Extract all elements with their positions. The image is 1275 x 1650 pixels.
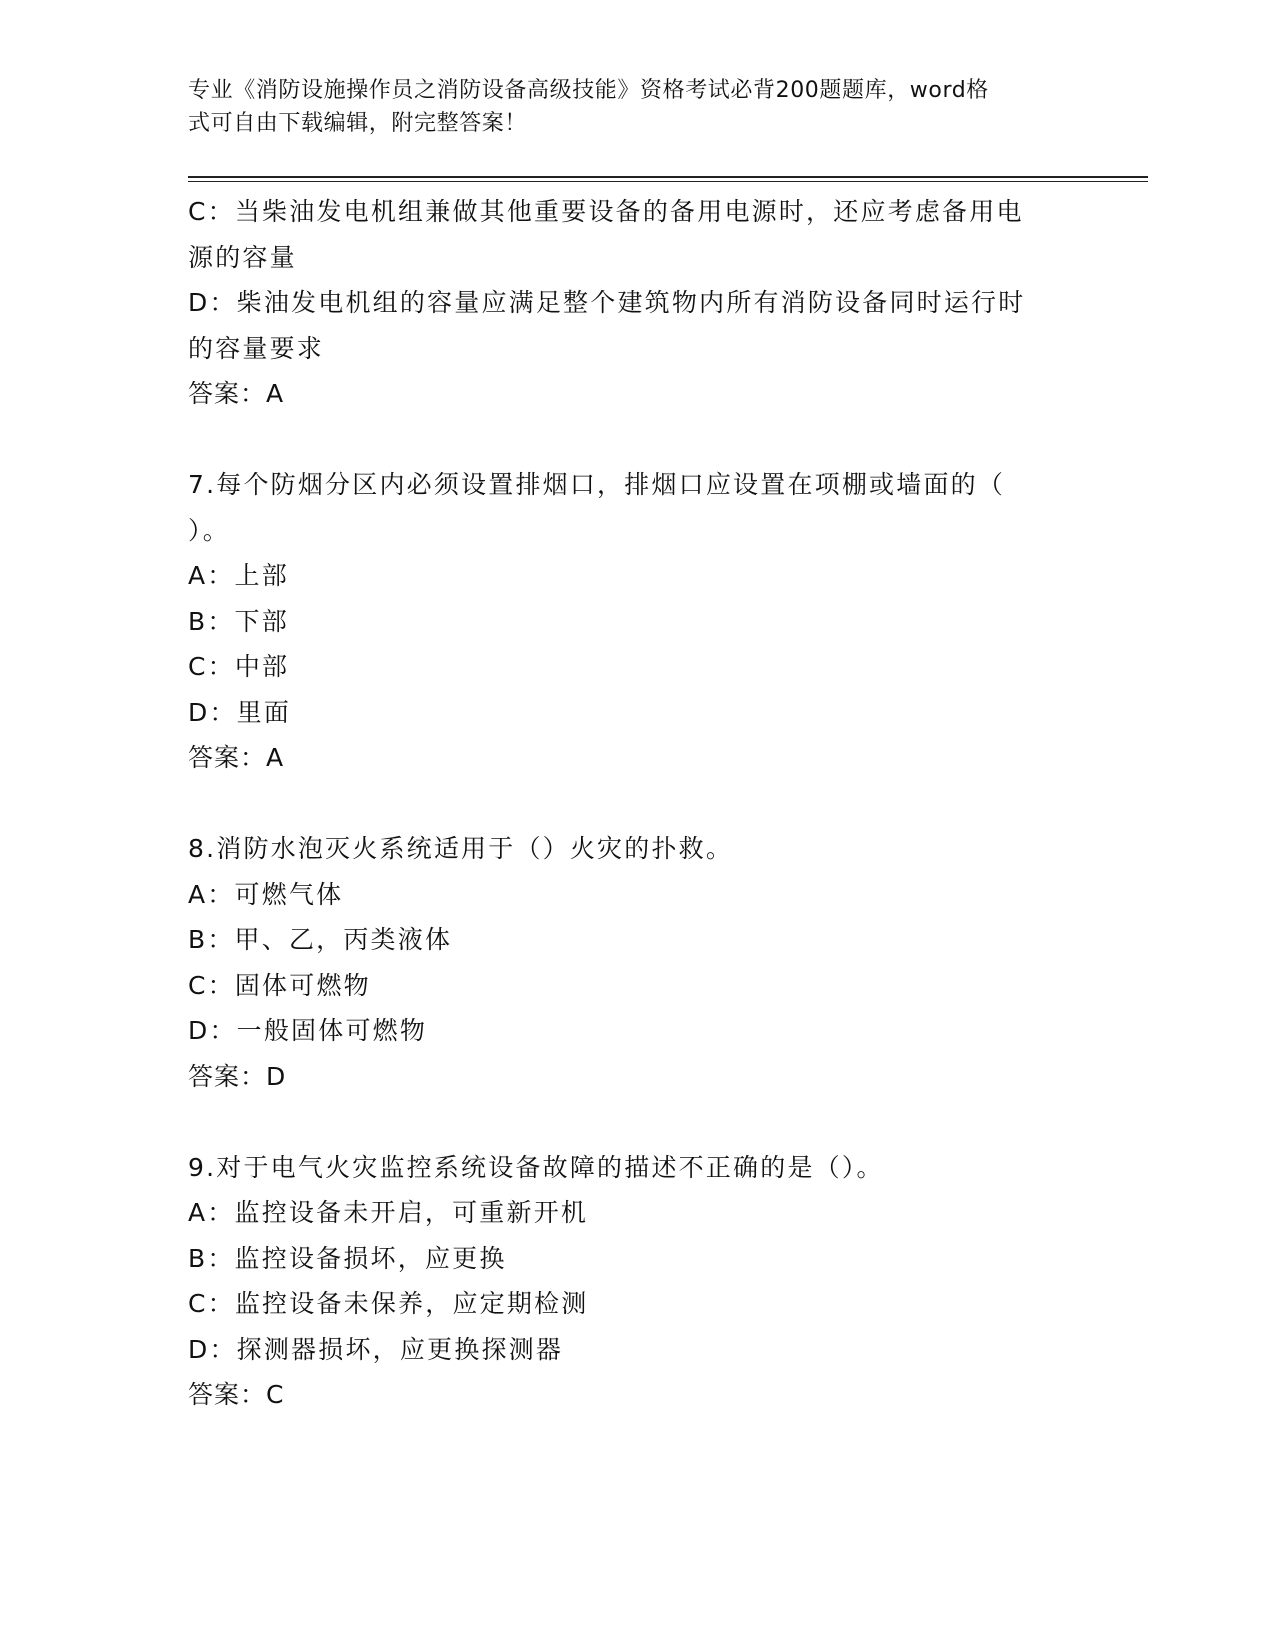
- option-a: A：上部: [188, 561, 289, 590]
- option-d-line-1: D：柴油发电机组的容量应满足整个建筑物内所有消防设备同时运行时: [188, 288, 1026, 317]
- option-c: C：监控设备未保养，应定期检测: [188, 1289, 589, 1318]
- option-d: D：一般固体可燃物: [188, 1016, 428, 1045]
- option-b: B：甲、乙，丙类液体: [188, 925, 453, 954]
- header-divider-thick: [188, 176, 1148, 178]
- spacer: [188, 417, 1088, 463]
- answer-line: 答案：A: [188, 743, 285, 772]
- question-8: [188, 826, 1088, 1099]
- spacer: [188, 781, 1088, 827]
- continued-question: [188, 189, 1088, 417]
- option-a: A：监控设备未开启，可重新开机: [188, 1198, 589, 1227]
- option-d: D：探测器损坏，应更换探测器: [188, 1334, 564, 1364]
- option-c: C：中部: [188, 652, 290, 681]
- question-stem-line-2: ）。: [188, 515, 230, 545]
- option-c-line-2: 源的容量: [188, 242, 297, 272]
- answer-line: 答案：C: [188, 1380, 285, 1409]
- header-line-2: 式可自由下载编辑，附完整答案！: [188, 111, 528, 136]
- option-c: C：固体可燃物: [188, 970, 371, 1000]
- header-line-1: 专业《消防设施操作员之消防设备高级技能》资格考试必背200题题库，word格: [188, 78, 989, 103]
- header-divider-thin: [188, 181, 1148, 182]
- question-7: [188, 462, 1088, 781]
- question-stem-line-1: 7.每个防烟分区内必须设置排烟口，排烟口应设置在项棚或墙面的（: [188, 470, 1006, 499]
- spacer: [188, 1099, 1088, 1145]
- document-header: [188, 74, 1068, 140]
- option-d-line-2: 的容量要求: [188, 333, 325, 363]
- question-9: [188, 1145, 1088, 1418]
- option-b: B：监控设备损坏，应更换: [188, 1243, 507, 1273]
- answer-line: 答案：D: [188, 1061, 287, 1091]
- question-stem-line-1: 9.对于电气火灾监控系统设备故障的描述不正确的是（）。: [188, 1152, 884, 1182]
- question-list: [188, 189, 1088, 1418]
- option-b: B：下部: [188, 606, 289, 636]
- option-c-line-1: C：当柴油发电机组兼做其他重要设备的备用电源时，还应考虑备用电: [188, 197, 1024, 226]
- option-a: A：可燃气体: [188, 879, 344, 909]
- question-stem-line-1: 8.消防水泡灭火系统适用于（）火灾的扑救。: [188, 834, 734, 863]
- answer-line: 答案：A: [188, 379, 285, 408]
- option-d: D：里面: [188, 697, 292, 727]
